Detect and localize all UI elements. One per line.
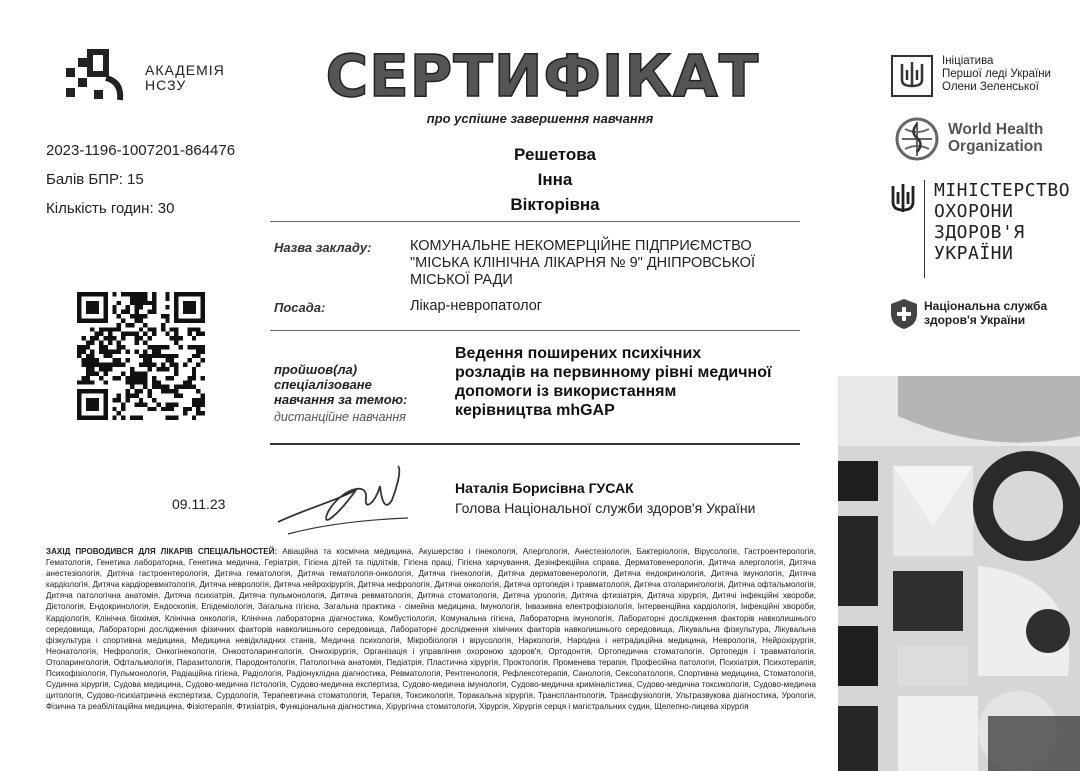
initiative-line-2: Першої леді України	[942, 68, 1051, 80]
recipient-surname: Решетова	[514, 145, 596, 164]
academy-logo-text	[145, 63, 225, 93]
nszu-shield-icon	[890, 298, 918, 330]
institution-line-3: МІСЬКОЇ РАДИ	[410, 272, 513, 288]
moh-divider	[924, 180, 925, 278]
course-title-line-4: керівництва mhGAP	[455, 402, 615, 419]
specialties-heading: ЗАХІД ПРОВОДИВСЯ ДЛЯ ЛІКАРІВ СПЕЦІАЛЬНОСТЕЙ:	[46, 547, 278, 556]
divider	[270, 330, 800, 331]
nszu-logo-text	[924, 300, 1047, 327]
course-label-line-3: навчання за темою:	[274, 392, 408, 407]
certificate-subtitle: про успішне завершення навчання	[426, 111, 654, 126]
divider	[270, 221, 800, 222]
course-title-line-3: допомоги із використанням	[455, 383, 677, 400]
specialties-footer	[46, 546, 816, 760]
first-lady-initiative	[942, 55, 1051, 94]
signer-name: Наталія Борисівна ГУСАК	[455, 480, 634, 496]
who-line-1: World Health	[948, 121, 1044, 138]
certificate-title: СЕРТИФІКАТ	[325, 42, 760, 110]
who-logo-text	[948, 121, 1043, 155]
recipient-name: Інна	[537, 170, 573, 189]
trident-icon	[890, 54, 934, 98]
institution-value	[410, 238, 810, 289]
course-title-line-1: Ведення поширених психічних	[455, 345, 702, 362]
specialties-list: Авіаційна та космічна медицина, Акушерство і гінекологія, Алергологія, Анестезіологія, Бактеріологія, Вірусологія, Гастроентерологія, Гематологія, Генетика лабораторна, Генетика медична, Геріатрія, Гігієна дітей та підлітків, Гігієна праці, Гігієна харчування, Дезінфекційна справа, Дерматовенерологія, Дитяча алергологія, Дитяча анестезіологія, Дитяча гастроентерологія, Дитяча гематологія, Дитяча гематологія-онкологія, Дитяча гінекологія, Дитяча дерматовенерологія, Дитяча ендокринологія, Дитяча імунологія, Дитяча кардіологія, Дитяча кардіоревматологія, Дитяча неврологія, Дитяча нейрохірургія, Дитяча нефрологія, Дитяча онкологія, Дитяча ортопедія і травматологія, Дитяча отоларингологія, Дитяча офтальмологія, Дитяча патологічна анатомія, Дитяча психіатрія, Дитяча пульмонологія, Дитяча ревматологія, Дитяча стоматологія, Дитяча урологія, Дитяча фтизіатрія, Дитяча хірургія, Дитячі інфекційні хвороби, Дієтологія, Ендокринологія, Ендоскопія, Епідеміологія, Загальна гігієна, Загальна практика - сімейна медицина, Імунологія, Інвазивна електрофізіологія, Інтервенційна кардіологія, Інфекційні хвороби, Кардіологія, Клінічна біохімія, Клінічна онкологія, Клінічна лабораторна діагностика, Комбустіологія, Комунальна гігієна, Лабораторна імунологія, Лабораторні дослідження факторів навколишнього середовища, Лабораторні дослідження фізичних факторів навколишнього середовища, Лабораторні дослідження хімічних факторів навколишнього середовища, Лікувальна фізкультура, Лікувальна фізкультура і спортивна медицина, Медицина невідкладних станів, Медична психологія, Мікробіологія і вірусологія, Наркологія, Народна і нетрадиційна медицина, Неврологія, Нейрохірургія, Неонатологія, Нефрологія, Онкогінекологія, Онкоотоларингологія, Онкохірургія, Організація і управління охороною здоров'я, Ортодонтія, Ортопедична стоматологія, Ортопедія і травматологія, Отоларингологія, Офтальмологія, Паразитологія, Пародонтологія, Патологічна анатомія, Педіатрія, Пластична хірургія, Проктологія, Променева терапія, Професійна патологія, Психіатрія, Психотерапія, Психофізіологія, Пульмонологія, Радіаційна гігієна, Радіологія, Радіонуклідна діагностика, Ревматологія, Рентгенологія, Рефлексотерапія, Санологія, Сексопатологія, Спортивна медицина, Стоматологія, Судинна хірургія, Судова медицина, Судово-медична гістологія, Судово-медична експертиза, Судово-медична імунологія, Судово-медична криміналістика, Судово-медична токсикологія, Судово-медична цитологія, Судово-психіатрична експертиза, Сурдологія, Терапевтична стоматологія, Терапія, Токсикологія, Торакальна хірургія, Трансплантологія, Трансфузіологія, Ультразвукова діагностика, Урологія, Фізична та реабілітаційна медицина, Фізіотерапія, Фтизіатрія, Функціональна діагностика, Хірургічна стоматологія, Хірургія, Хірургія серця і магістральних судин, Щелепно-лицева хірургія	[46, 547, 816, 712]
who-line-2: Organization	[948, 138, 1043, 155]
course-label-line-1: пройшов(ла)	[274, 362, 358, 377]
qr-code-icon	[74, 292, 208, 420]
moh-line-1: МІНІСТЕРСТВО	[934, 180, 1071, 201]
moh-line-3: ЗДОРОВ'Я	[934, 222, 1025, 243]
initiative-line-3: Олени Зеленської	[942, 81, 1039, 93]
decorative-geometric-art	[838, 376, 1080, 771]
academy-logo-icon	[66, 48, 138, 104]
course-label	[274, 362, 407, 407]
position-value: Лікар-невропатолог	[410, 298, 543, 314]
position-label: Посада:	[274, 300, 326, 315]
issue-date: 09.11.23	[172, 496, 226, 512]
divider	[270, 443, 800, 445]
institution-line-1: КОМУНАЛЬНЕ НЕКОМЕРЦІЙНЕ ПІДПРИЄМСТВО	[410, 238, 752, 254]
study-mode: дистанційне навчання	[274, 410, 406, 424]
hours-text: Кількість годин: 30	[46, 200, 175, 217]
moh-line-4: УКРАЇНИ	[934, 243, 1014, 264]
points-text: Балів БПР: 15	[46, 171, 144, 188]
moh-line-2: ОХОРОНИ	[934, 201, 1014, 222]
nszu-line-2: здоров'я України	[924, 312, 1026, 327]
course-title	[455, 344, 825, 420]
certificate-number: 2023-1196-1007201-864476	[46, 142, 236, 159]
institution-label: Назва закладу:	[274, 240, 372, 255]
course-label-line-2: спеціалізоване	[274, 377, 372, 392]
institution-line-2: "МІСЬКА КЛІНІЧНА ЛІКАРНЯ № 9" ДНІПРОВСЬКОЇ	[410, 255, 755, 271]
academy-logo-line1: АКАДЕМІЯ	[145, 62, 225, 78]
signature-icon	[268, 460, 418, 540]
recipient-patronymic: Вікторівна	[510, 195, 600, 214]
trident-icon	[890, 182, 916, 216]
who-emblem-icon	[890, 114, 944, 164]
ministry-of-health-logo	[934, 180, 1070, 264]
nszu-line-1: Національна служба	[924, 299, 1048, 313]
initiative-line-1: Ініціатива	[942, 55, 994, 67]
course-title-line-2: розладів на первинному рівні медичної	[455, 364, 772, 381]
signer-role: Голова Національної служби здоров'я України	[455, 500, 756, 516]
academy-logo-line2: НСЗУ	[145, 77, 187, 93]
